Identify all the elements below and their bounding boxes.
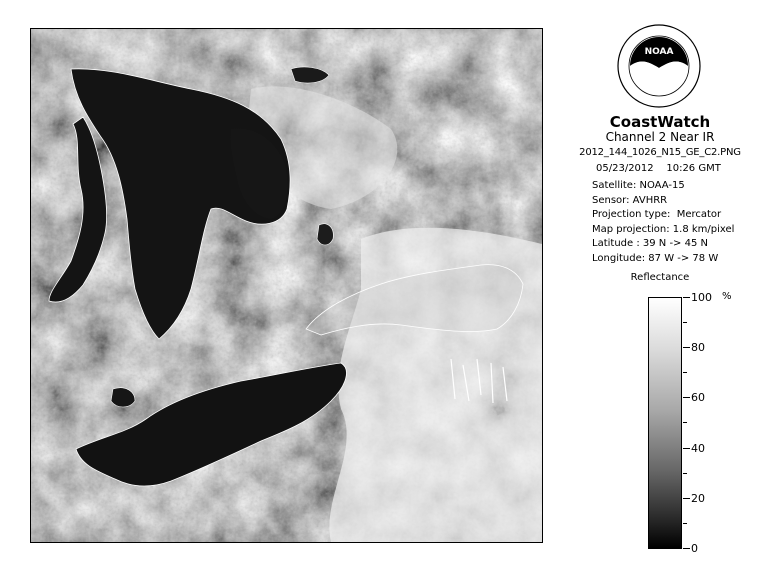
tick-mark (683, 322, 687, 323)
projection-type: Projection type: Mercator (592, 209, 722, 220)
tick-label: 80 (691, 341, 705, 354)
tick-label: 40 (691, 442, 705, 455)
tick-mark (683, 498, 690, 499)
tick-label: 100 (691, 291, 712, 304)
latitude-range: Latitude : 39 N -> 45 N (592, 238, 708, 249)
tick-mark (683, 372, 687, 373)
sensor-info: Sensor: AVHRR (592, 195, 668, 206)
satellite-info: Satellite: NOAA-15 (592, 180, 685, 191)
acquisition-date-time: 05/23/2012 10:26 GMT (596, 163, 721, 174)
tick-mark (683, 347, 690, 348)
tick-mark (683, 397, 690, 398)
longitude-range: Longitude: 87 W -> 78 W (592, 253, 719, 264)
tick-mark (683, 448, 690, 449)
tick-mark (683, 473, 687, 474)
tick-mark (683, 422, 687, 423)
tick-label: 60 (691, 391, 705, 404)
channel-label: Channel 2 Near IR (605, 130, 715, 144)
brand-title: CoastWatch (609, 113, 711, 131)
file-name: 2012_144_1026_N15_GE_C2.PNG (579, 147, 741, 158)
tick-mark (683, 297, 690, 298)
legend-title: Reflectance (630, 272, 690, 283)
legend-unit: % (722, 291, 732, 302)
satellite-image (30, 28, 543, 543)
tick-label: 0 (691, 542, 698, 555)
map-projection: Map projection: 1.8 km/pixel (592, 224, 735, 235)
lake-simcoe (317, 224, 333, 245)
svg-text:NOAA: NOAA (644, 47, 674, 57)
tick-mark (683, 548, 690, 549)
noaa-seagull-logo (617, 24, 701, 108)
reflectance-colorbar (648, 297, 682, 549)
satellite-map (31, 29, 542, 542)
tick-label: 20 (691, 492, 705, 505)
tick-mark (683, 523, 687, 524)
